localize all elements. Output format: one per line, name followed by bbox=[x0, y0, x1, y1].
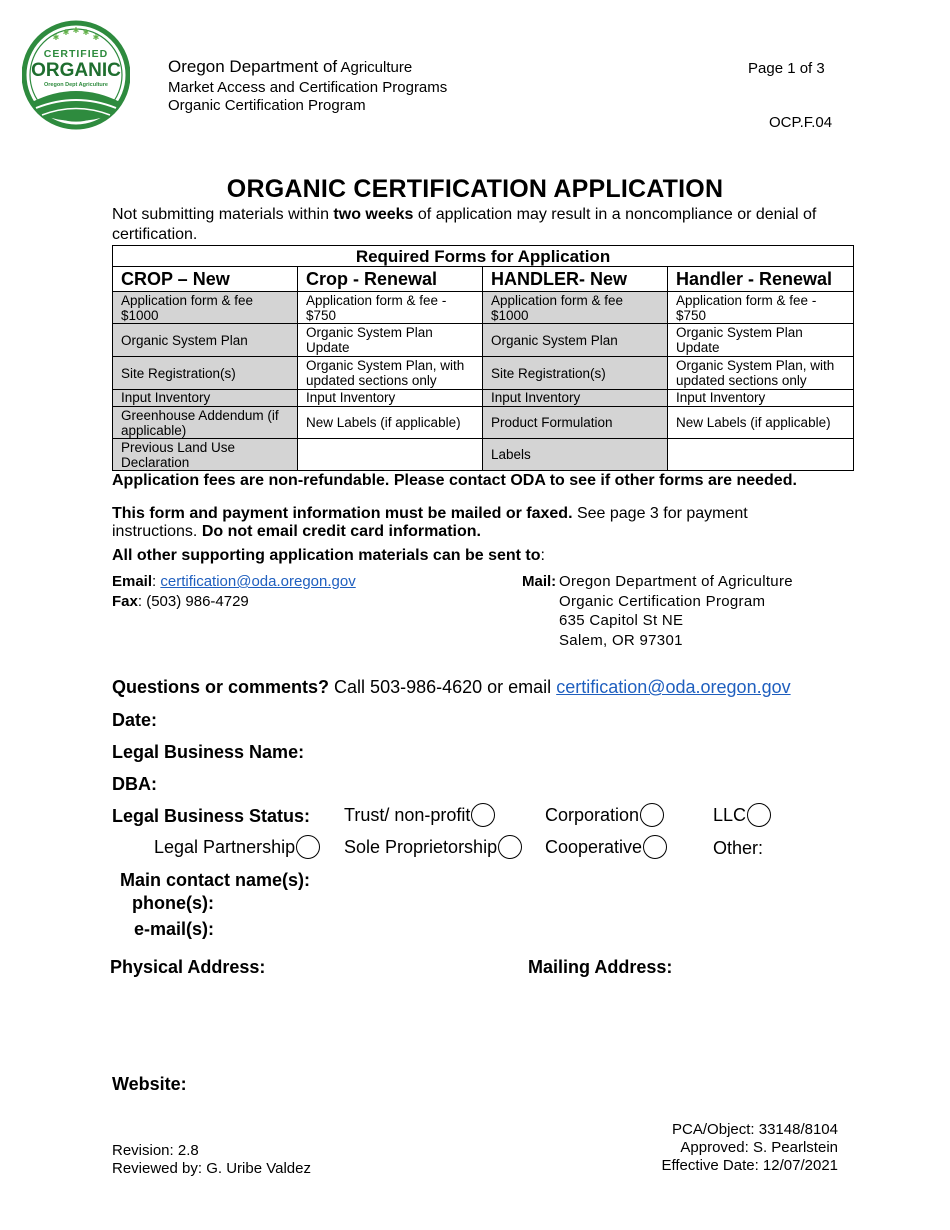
questions-line: Questions or comments? Call 503-986-4620 or email certification@oda.oregon.gov bbox=[112, 677, 791, 697]
table-row bbox=[113, 407, 854, 439]
table-cell: Organic System Plan Update bbox=[298, 324, 483, 357]
table-header-row bbox=[113, 267, 854, 292]
logo-sub-text: Oregon Dept Agriculture bbox=[44, 82, 108, 88]
header-handler-renewal: Handler - Renewal bbox=[668, 267, 854, 292]
table-row bbox=[113, 324, 854, 357]
submission-notice: Not submitting materials within two weeks of application may result in a noncompliance or denial of certification. bbox=[112, 206, 817, 243]
email-contact: Email: certification@oda.oregon.gov bbox=[112, 573, 356, 590]
revision: Revision: 2.8 bbox=[112, 1142, 199, 1159]
payment-note: This form and payment information must be mailed or faxed. See page 3 for payment instructions. Do not email credit card information. bbox=[112, 505, 748, 540]
mail-line: 635 Capitol St NE bbox=[559, 612, 684, 629]
svg-text:✱: ✱ bbox=[92, 33, 100, 42]
table-cell: Previous Land Use Declaration bbox=[113, 439, 298, 471]
phone-label: phone(s): bbox=[132, 893, 214, 913]
mail-line: Salem, OR 97301 bbox=[559, 631, 683, 649]
header-crop-new: CROP – New bbox=[113, 267, 298, 292]
date-label: Date: bbox=[112, 710, 158, 730]
table-row bbox=[113, 439, 854, 471]
website-label: Website: bbox=[112, 1074, 187, 1094]
logo-main-text: ORGANIC bbox=[31, 60, 121, 81]
table-cell: Input Inventory bbox=[483, 390, 668, 407]
option-other: Other: bbox=[713, 838, 764, 858]
table-cell: Product Formulation bbox=[483, 407, 668, 439]
table-cell bbox=[668, 439, 854, 471]
logo-top-text: CERTIFIED bbox=[43, 48, 109, 60]
corporation-radio[interactable] bbox=[640, 803, 664, 827]
org-name: Oregon Department of Agriculture bbox=[168, 57, 413, 76]
form-code: OCP.F.04 bbox=[769, 114, 833, 131]
table-cell: Application form & fee $1000 bbox=[483, 292, 668, 324]
table-cell: Organic System Plan bbox=[113, 324, 298, 357]
table-cell bbox=[298, 439, 483, 471]
option-cooperative: Cooperative bbox=[545, 835, 667, 859]
table-cell: Labels bbox=[483, 439, 668, 471]
table-cell: Greenhouse Addendum (if applicable) bbox=[113, 407, 298, 439]
fax-contact: Fax: (503) 986-4729 bbox=[112, 593, 249, 610]
table-cell: Input Inventory bbox=[113, 390, 298, 407]
mailing-address-label: Mailing Address: bbox=[528, 957, 673, 977]
physical-address-label: Physical Address: bbox=[110, 957, 266, 977]
svg-text:✱: ✱ bbox=[52, 33, 60, 42]
table-cell: Application form & fee $1000 bbox=[113, 292, 298, 324]
option-sole-proprietorship: Sole Proprietorship bbox=[344, 835, 522, 859]
table-cell: Application form & fee - $750 bbox=[298, 292, 483, 324]
trust-radio[interactable] bbox=[471, 803, 495, 827]
main-contact-label: Main contact name(s): bbox=[120, 870, 311, 890]
svg-text:✱: ✱ bbox=[72, 26, 80, 35]
email-label: e-mail(s): bbox=[134, 919, 215, 939]
fees-note: Application fees are non-refundable. Please contact ODA to see if other forms are needed. bbox=[112, 472, 797, 489]
table-caption: Required Forms for Application bbox=[113, 246, 854, 267]
legal-business-name-label: Legal Business Name: bbox=[112, 742, 305, 762]
option-trust: Trust/ non-profit bbox=[344, 803, 495, 827]
table-cell: Site Registration(s) bbox=[113, 357, 298, 390]
table-cell: Organic System Plan, with updated sections only bbox=[668, 357, 854, 390]
effective-date: Effective Date: 12/07/2021 bbox=[661, 1157, 838, 1174]
legal-partnership-radio[interactable] bbox=[296, 835, 320, 859]
header-crop-renewal: Crop - Renewal bbox=[298, 267, 483, 292]
llc-radio[interactable] bbox=[747, 803, 771, 827]
division-name: Market Access and Certification Programs bbox=[168, 79, 448, 96]
table-row bbox=[113, 390, 854, 407]
table-cell: New Labels (if applicable) bbox=[298, 407, 483, 439]
table-cell: Input Inventory bbox=[668, 390, 854, 407]
table-row bbox=[113, 357, 854, 390]
dba-label: DBA: bbox=[112, 774, 157, 794]
approved-by: Approved: S. Pearlstein bbox=[680, 1139, 838, 1156]
page-number: Page 1 of 3 bbox=[748, 60, 825, 77]
table-cell: Organic System Plan, with updated sections only bbox=[298, 357, 483, 390]
option-corporation: Corporation bbox=[545, 803, 664, 827]
reviewed-by: Reviewed by: G. Uribe Valdez bbox=[112, 1160, 311, 1177]
svg-text:✱: ✱ bbox=[62, 28, 70, 37]
table-cell: Organic System Plan Update bbox=[668, 324, 854, 357]
legal-business-status-label: Legal Business Status: bbox=[112, 806, 311, 826]
certified-organic-logo bbox=[22, 16, 130, 134]
svg-text:✱: ✱ bbox=[82, 28, 90, 37]
pca-object: PCA/Object: 33148/8104 bbox=[672, 1121, 838, 1138]
program-name: Organic Certification Program bbox=[168, 97, 366, 114]
cooperative-radio[interactable] bbox=[643, 835, 667, 859]
email-link[interactable]: certification@oda.oregon.gov bbox=[160, 573, 356, 590]
table-row bbox=[113, 292, 854, 324]
option-llc: LLC bbox=[713, 803, 771, 827]
mail-line: Organic Certification Program bbox=[559, 592, 766, 610]
document-title: ORGANIC CERTIFICATION APPLICATION bbox=[226, 175, 724, 203]
header-handler-new: HANDLER- New bbox=[483, 267, 668, 292]
required-forms-table bbox=[112, 245, 854, 471]
table-cell: Input Inventory bbox=[298, 390, 483, 407]
table-cell: New Labels (if applicable) bbox=[668, 407, 854, 439]
option-legal-partnership: Legal Partnership bbox=[154, 835, 320, 859]
questions-email-link[interactable]: certification@oda.oregon.gov bbox=[556, 677, 791, 697]
table-cell: Site Registration(s) bbox=[483, 357, 668, 390]
supporting-note: All other supporting application materials can be sent to: bbox=[112, 547, 545, 564]
table-cell: Organic System Plan bbox=[483, 324, 668, 357]
mail-line: Oregon Department of Agriculture bbox=[559, 573, 793, 590]
table-cell: Application form & fee - $750 bbox=[668, 292, 854, 324]
sole-proprietorship-radio[interactable] bbox=[498, 835, 522, 859]
